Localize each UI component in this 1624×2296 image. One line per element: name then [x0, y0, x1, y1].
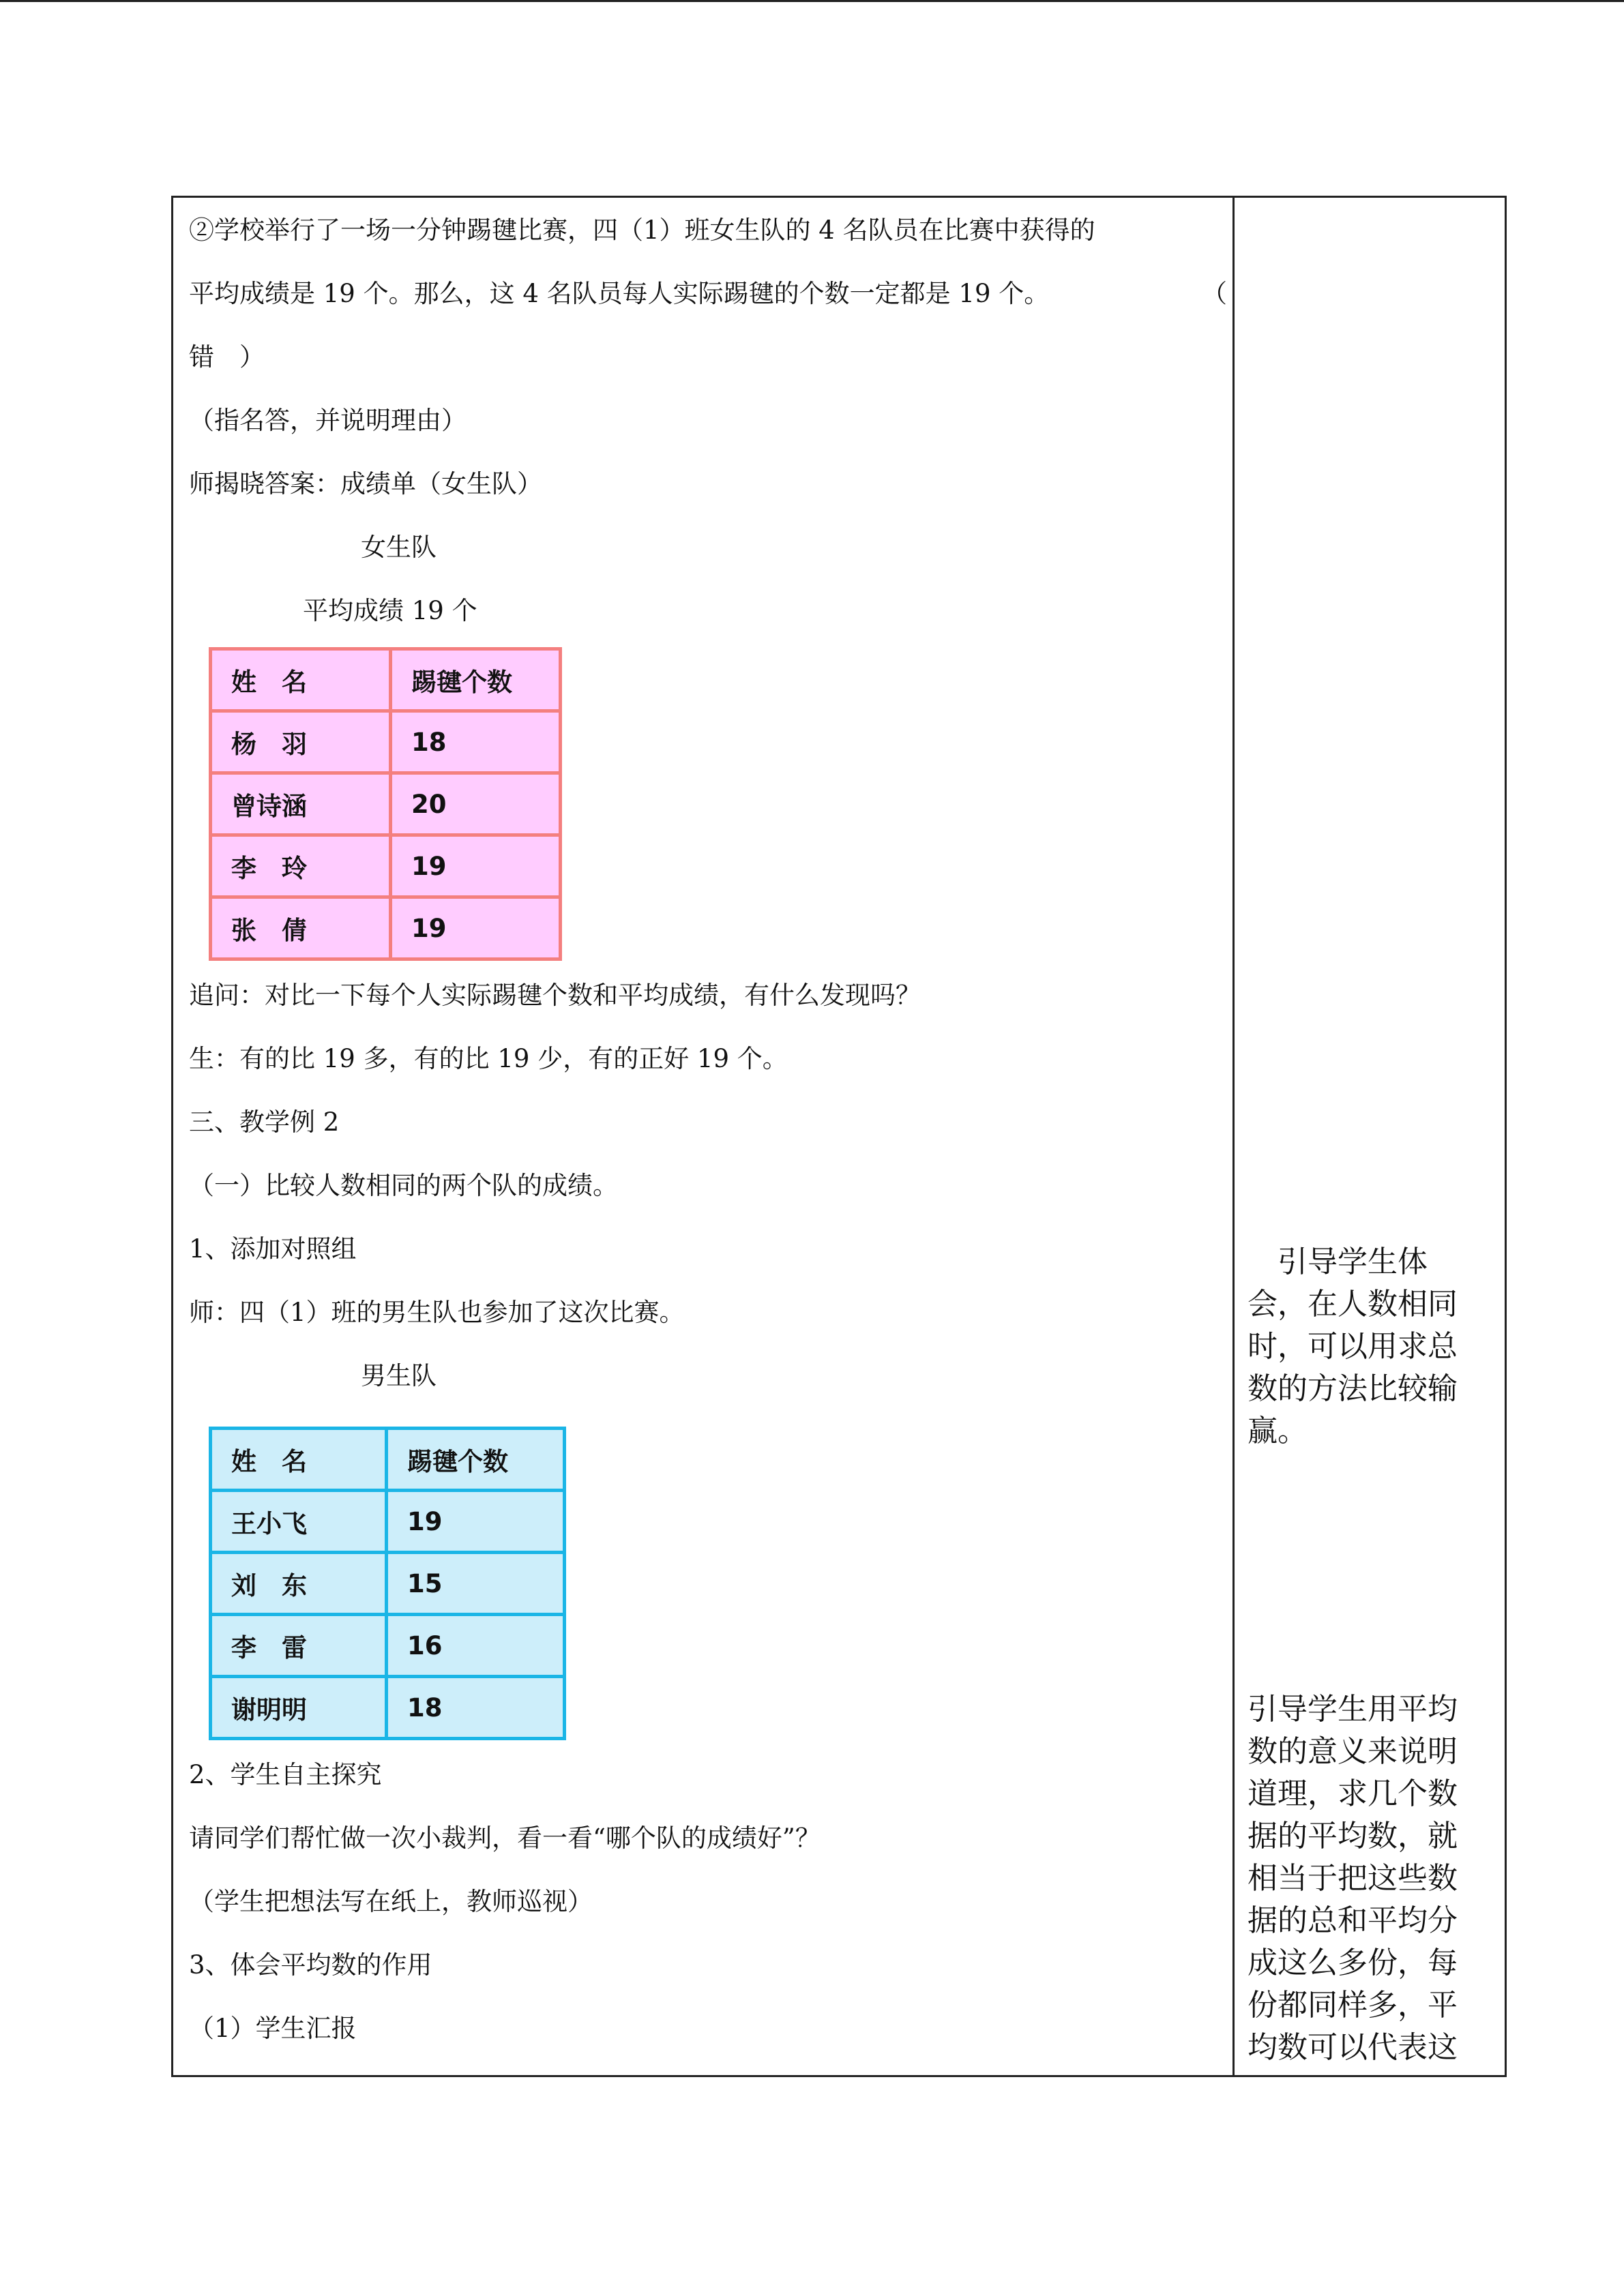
table-header-row — [211, 1429, 565, 1491]
question-2-line-2: 平均成绩是 19 个。那么，这 4 名队员每人实际踢毽的个数一定都是 19 个。 — [189, 279, 1050, 308]
side-note-line: 道理，求几个数 — [1247, 1776, 1458, 1811]
table-row — [211, 1491, 565, 1553]
side-note-line: 成这么多份，每 — [1247, 1945, 1458, 1980]
player-name: 张 倩 — [211, 897, 391, 959]
lesson-plan-frame — [171, 196, 1507, 2077]
student-report: （1）学生汇报 — [189, 2014, 357, 2043]
top-rule — [0, 0, 1624, 2]
kick-count: 20 — [391, 773, 561, 835]
student-answer: 生：有的比 19 多，有的比 19 少，有的正好 19 个。 — [189, 1044, 788, 1073]
side-note-line: 相当于把这些数 — [1247, 1861, 1458, 1896]
question-2-line-1: ②学校举行了一场一分钟踢毽比赛，四（1）班女生队的 4 名队员在比赛中获得的 — [189, 215, 1095, 245]
side-note-line: 会，在人数相同 — [1247, 1287, 1458, 1322]
player-name: 王小飞 — [211, 1491, 387, 1553]
player-name: 谢明明 — [211, 1677, 387, 1739]
kick-count: 18 — [391, 711, 561, 773]
boys-score-table — [209, 1427, 566, 1740]
side-note-2 — [1247, 1688, 1479, 2069]
column-divider — [1232, 198, 1235, 2075]
side-note-1 — [1247, 1241, 1479, 1452]
player-name: 曾诗涵 — [211, 773, 391, 835]
side-note-line: 据的平均数，就 — [1247, 1819, 1458, 1853]
side-note-line: 均数可以代表这 — [1247, 2030, 1458, 2065]
table-row — [211, 773, 561, 835]
player-name: 刘 东 — [211, 1553, 387, 1615]
subsection-1: （一）比较人数相同的两个队的成绩。 — [189, 1171, 618, 1200]
side-note-line: 数的意义来说明 — [1247, 1734, 1458, 1769]
side-note-line: 据的总和平均分 — [1247, 1903, 1458, 1938]
kick-count: 15 — [387, 1553, 565, 1615]
kick-count: 19 — [391, 897, 561, 959]
reveal-answer: 师揭晓答案：成绩单（女生队） — [189, 469, 542, 498]
kick-count: 18 — [387, 1677, 565, 1739]
step-3: 3、体会平均数的作用 — [189, 1950, 432, 1980]
table-row — [211, 897, 561, 959]
write-note: （学生把想法写在纸上，教师巡视） — [189, 1887, 593, 1916]
step-2: 2、学生自主探究 — [189, 1760, 382, 1789]
question-2-answer: 错 ） — [189, 342, 265, 372]
header-count: 踢毽个数 — [387, 1429, 565, 1491]
kick-count: 16 — [387, 1615, 565, 1677]
kick-count: 19 — [391, 835, 561, 897]
player-name: 李 雷 — [211, 1615, 387, 1677]
header-count: 踢毽个数 — [391, 649, 561, 711]
side-note-line: 引导学生体 — [1247, 1244, 1428, 1279]
followup-question: 追问：对比一下每个人实际踢毽个数和平均成绩，有什么发现吗？ — [189, 981, 921, 1010]
referee-question: 请同学们帮忙做一次小裁判，看一看“哪个队的成绩好”？ — [189, 1823, 821, 1853]
prompt-call: （指名答，并说明理由） — [189, 406, 467, 435]
step-1: 1、添加对照组 — [189, 1234, 357, 1264]
main-column — [173, 198, 1232, 2075]
girls-team-label: 女生队 — [361, 533, 437, 562]
table-row — [211, 835, 561, 897]
player-name: 李 玲 — [211, 835, 391, 897]
boys-team-label: 男生队 — [361, 1361, 437, 1390]
answer-paren-open: （ — [1202, 279, 1227, 308]
table-row — [211, 1677, 565, 1739]
table-row — [211, 1615, 565, 1677]
side-note-line: 份都同样多，平 — [1247, 1988, 1458, 2023]
section-3-heading: 三、教学例 2 — [189, 1107, 340, 1137]
table-row — [211, 711, 561, 773]
teacher-boys-intro: 师：四（1）班的男生队也参加了这次比赛。 — [189, 1298, 685, 1327]
side-note-line: 时，可以用求总 — [1247, 1329, 1458, 1364]
player-name: 杨 羽 — [211, 711, 391, 773]
header-name: 姓 名 — [211, 649, 391, 711]
girls-score-table — [209, 647, 562, 961]
header-name: 姓 名 — [211, 1429, 387, 1491]
kick-count: 19 — [387, 1491, 565, 1553]
side-note-line: 赢。 — [1247, 1414, 1308, 1448]
table-header-row — [211, 649, 561, 711]
table-row — [211, 1553, 565, 1615]
side-note-line: 引导学生用平均 — [1247, 1692, 1458, 1727]
girls-average: 平均成绩 19 个 — [303, 596, 477, 625]
side-note-line: 数的方法比较输 — [1247, 1371, 1458, 1406]
